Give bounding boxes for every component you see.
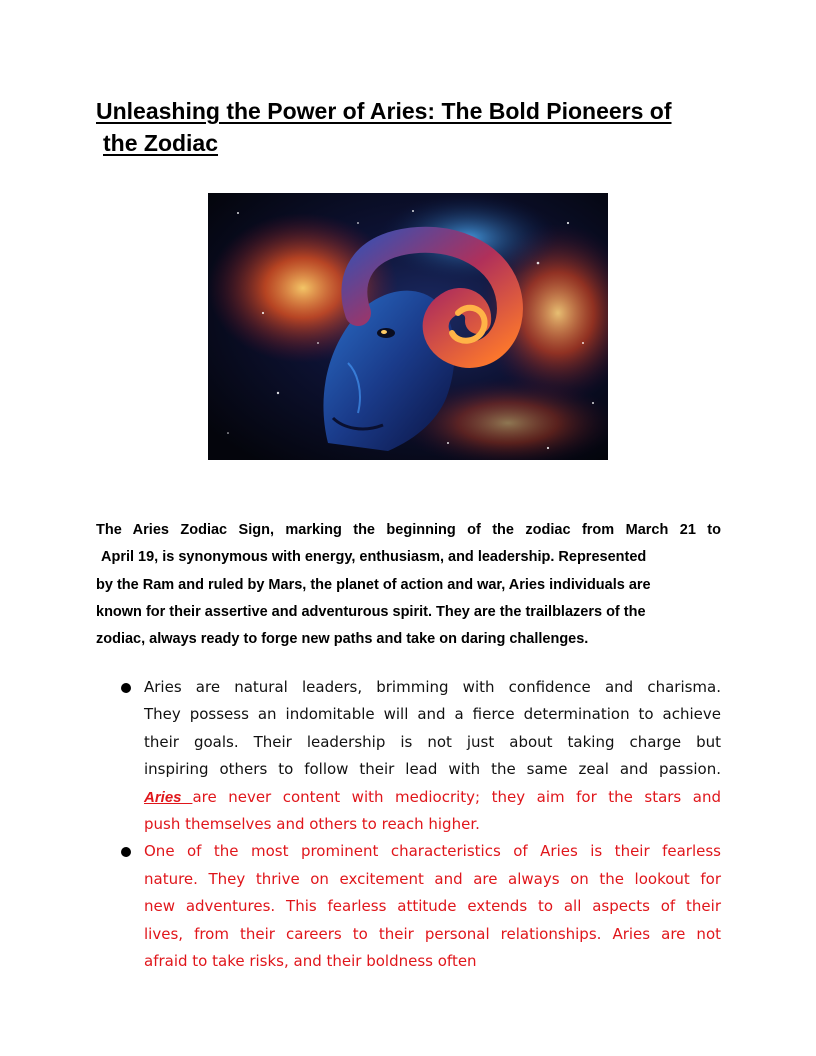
bullet-dot-icon xyxy=(121,683,131,693)
title-line-1: Unleashing the Power of Aries: The Bold Pioneers of xyxy=(96,98,672,124)
intro-paragraph xyxy=(96,517,721,653)
aries-ram-image xyxy=(208,193,608,460)
list-item xyxy=(96,838,721,975)
list-item xyxy=(96,674,721,838)
title-line-2: the Zodiac xyxy=(103,130,219,156)
bullet-dot-icon xyxy=(121,847,131,857)
page-title xyxy=(96,95,726,159)
bullet-line-text: are never content with mediocrity; they aim for the stars and xyxy=(192,787,721,806)
bullet-line xyxy=(144,784,721,811)
bullet-line: They possess an indomitable will and a fierce determination to achieve xyxy=(144,705,721,724)
intro-line: zodiac, always ready to forge new paths and take on daring challenges. xyxy=(96,631,589,648)
intro-line: by the Ram and ruled by Mars, the planet of action and war, Aries individuals are xyxy=(96,576,651,593)
bullet-line: Aries are natural leaders, brimming with confidence and charisma. xyxy=(144,678,721,696)
bullet-line: One of the most prominent characteristics of Aries is their fearless xyxy=(144,842,721,861)
bullet-line: their goals. Their leadership is not just about taking charge but xyxy=(144,732,721,751)
bullet-line: lives, from their careers to their personal relationships. Aries are not xyxy=(144,924,721,943)
bullet-line: new adventures. This fearless attitude extends to all aspects of their xyxy=(144,897,721,916)
bullet-list xyxy=(96,674,721,975)
ram-illustration xyxy=(208,193,608,460)
intro-line: April 19, is synonymous with energy, enthusiasm, and leadership. Represented xyxy=(101,549,647,566)
aries-link[interactable]: Aries xyxy=(144,788,193,806)
bullet-line: push themselves and others to reach higher. xyxy=(144,815,480,834)
bullet-line: nature. They thrive on excitement and are always on the lookout for xyxy=(144,869,721,888)
intro-line: known for their assertive and adventurous spirit. They are the trailblazers of the xyxy=(96,603,646,620)
bullet-line: afraid to take risks, and their boldness often xyxy=(144,952,477,971)
intro-line: The Aries Zodiac Sign, marking the beginning of the zodiac from March 21 to xyxy=(96,522,721,538)
bullet-line: inspiring others to follow their lead with the same zeal and passion. xyxy=(144,760,721,779)
